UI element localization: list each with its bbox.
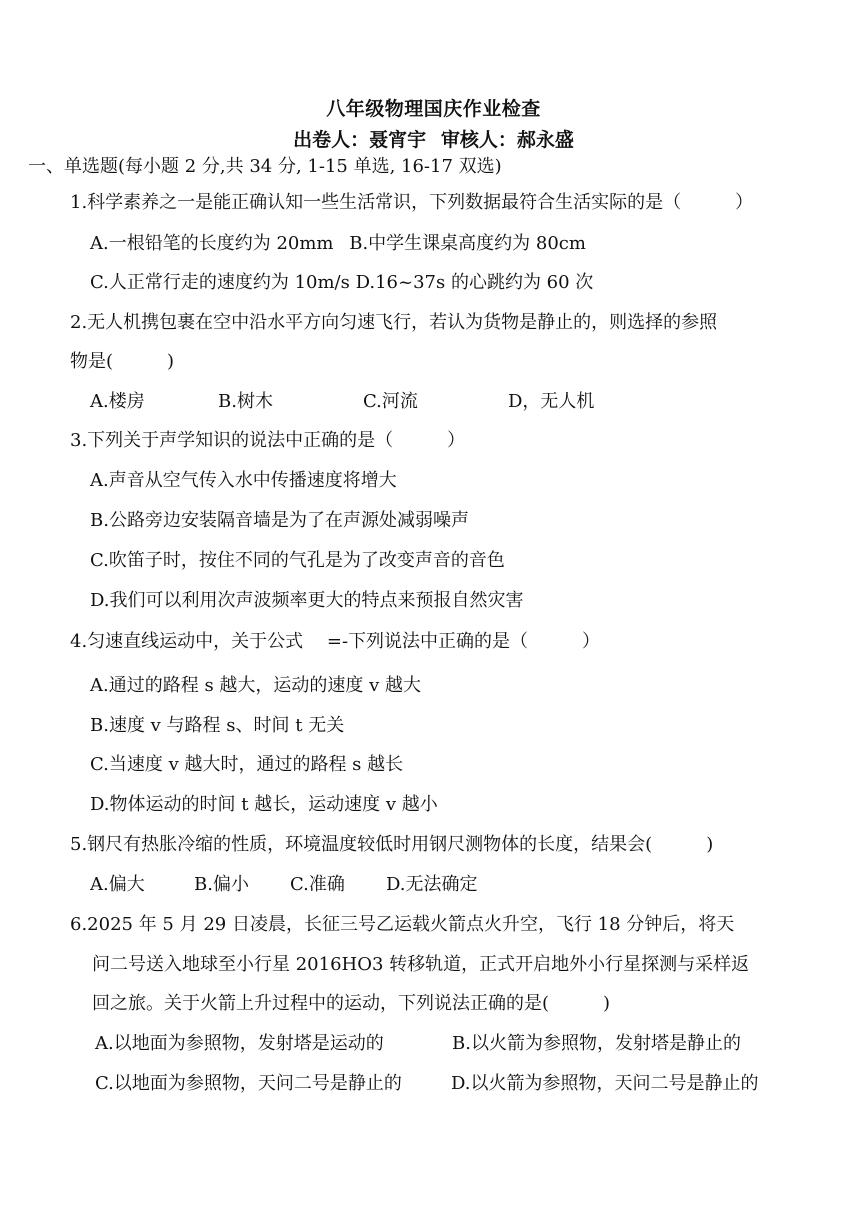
question-6-stem-cont-2: 回之旅。关于火箭上升过程中的运动，下列说法正确的是( ) [92, 993, 611, 1014]
question-3-option-a: A.声音从空气传入水中传播速度将增大 [90, 470, 397, 491]
question-5-options [90, 873, 478, 897]
question-4-option-d: D.物体运动的时间 t 越长，运动速度 v 越小 [90, 794, 438, 815]
question-1-option-b: B.中学生课桌高度约为 80cm [349, 233, 586, 254]
question-1-options-row-1 [90, 232, 586, 256]
question-2-option-a: A.楼房 [90, 391, 145, 412]
question-5-option-a: A.偏大 [90, 874, 145, 895]
question-3-option-b: B.公路旁边安装隔音墙是为了在声源处减弱噪声 [90, 510, 469, 531]
question-3-option-c: C.吹笛子时，按住不同的气孔是为了改变声音的音色 [90, 550, 505, 571]
question-5-option-c: C.准确 [290, 874, 345, 895]
question-2-option-d: D，无人机 [508, 391, 595, 412]
question-2-option-c: C.河流 [363, 391, 418, 412]
question-6-option-b: B.以火箭为参照物，发射塔是静止的 [452, 1033, 741, 1054]
question-6-options-row-1 [95, 1032, 741, 1056]
question-5-option-d: D.无法确定 [386, 874, 478, 895]
question-6-options-row-2 [95, 1072, 759, 1096]
question-3-option-d: D.我们可以利用次声波频率更大的特点来预报自然灾害 [90, 590, 524, 611]
author-label: 出卷人：聂宵宇 [293, 129, 427, 151]
section-heading: 一、单选题(每小题 2 分,共 34 分, 1-15 单选, 16-17 双选) [28, 156, 502, 177]
question-1-option-c: C.人正常行走的速度约为 10m/s [90, 272, 350, 293]
question-4-option-b: B.速度 v 与路程 s、时间 t 无关 [90, 715, 345, 736]
question-6-option-c: C.以地面为参照物，天问二号是静止的 [95, 1073, 402, 1094]
question-4-option-a: A.通过的路程 s 越大，运动的速度 v 越大 [90, 675, 422, 696]
question-1-stem: 1.科学素养之一是能正确认知一些生活常识，下列数据最符合生活实际的是（ ） [70, 192, 754, 213]
question-2-stem: 2.无人机携包裹在空中沿水平方向匀速飞行，若认为货物是静止的，则选择的参照 [70, 312, 718, 333]
question-3-stem: 3.下列关于声学知识的说法中正确的是（ ） [70, 430, 466, 451]
question-4-option-c: C.当速度 v 越大时，通过的路程 s 越长 [90, 754, 404, 775]
reviewer-label: 审核人：郝永盛 [440, 129, 574, 151]
page-title: 八年级物理国庆作业检查 [326, 98, 541, 120]
question-1-option-d: D.16~37s 的心跳约为 60 次 [355, 272, 594, 293]
question-2-option-b: B.树木 [218, 391, 273, 412]
question-5-option-b: B.偏小 [194, 874, 249, 895]
question-5-stem: 5.钢尺有热胀冷缩的性质，环境温度较低时用钢尺测物体的长度，结果会( ) [70, 834, 714, 855]
question-4-stem: 4.匀速直线运动中，关于公式 =-下列说法中正确的是（ ） [70, 631, 601, 652]
question-6-option-d: D.以火箭为参照物，天问二号是静止的 [451, 1073, 759, 1094]
page-subtitle [0, 125, 867, 152]
question-2-stem-cont: 物是( ) [70, 351, 175, 372]
question-1-options-row-2 [90, 271, 593, 295]
question-6-stem: 6.2025 年 5 月 29 日凌晨，长征三号乙运载火箭点火升空，飞行 18 分钟后，将天 [70, 914, 735, 935]
question-6-option-a: A.以地面为参照物，发射塔是运动的 [95, 1033, 384, 1054]
question-6-stem-cont: 问二号送入地球至小行星 2016HO3 转移轨道，正式开启地外小行星探测与采样返 [92, 954, 750, 975]
question-1-option-a: A.一根铅笔的长度约为 20mm [90, 233, 334, 254]
question-2-options [90, 390, 594, 414]
